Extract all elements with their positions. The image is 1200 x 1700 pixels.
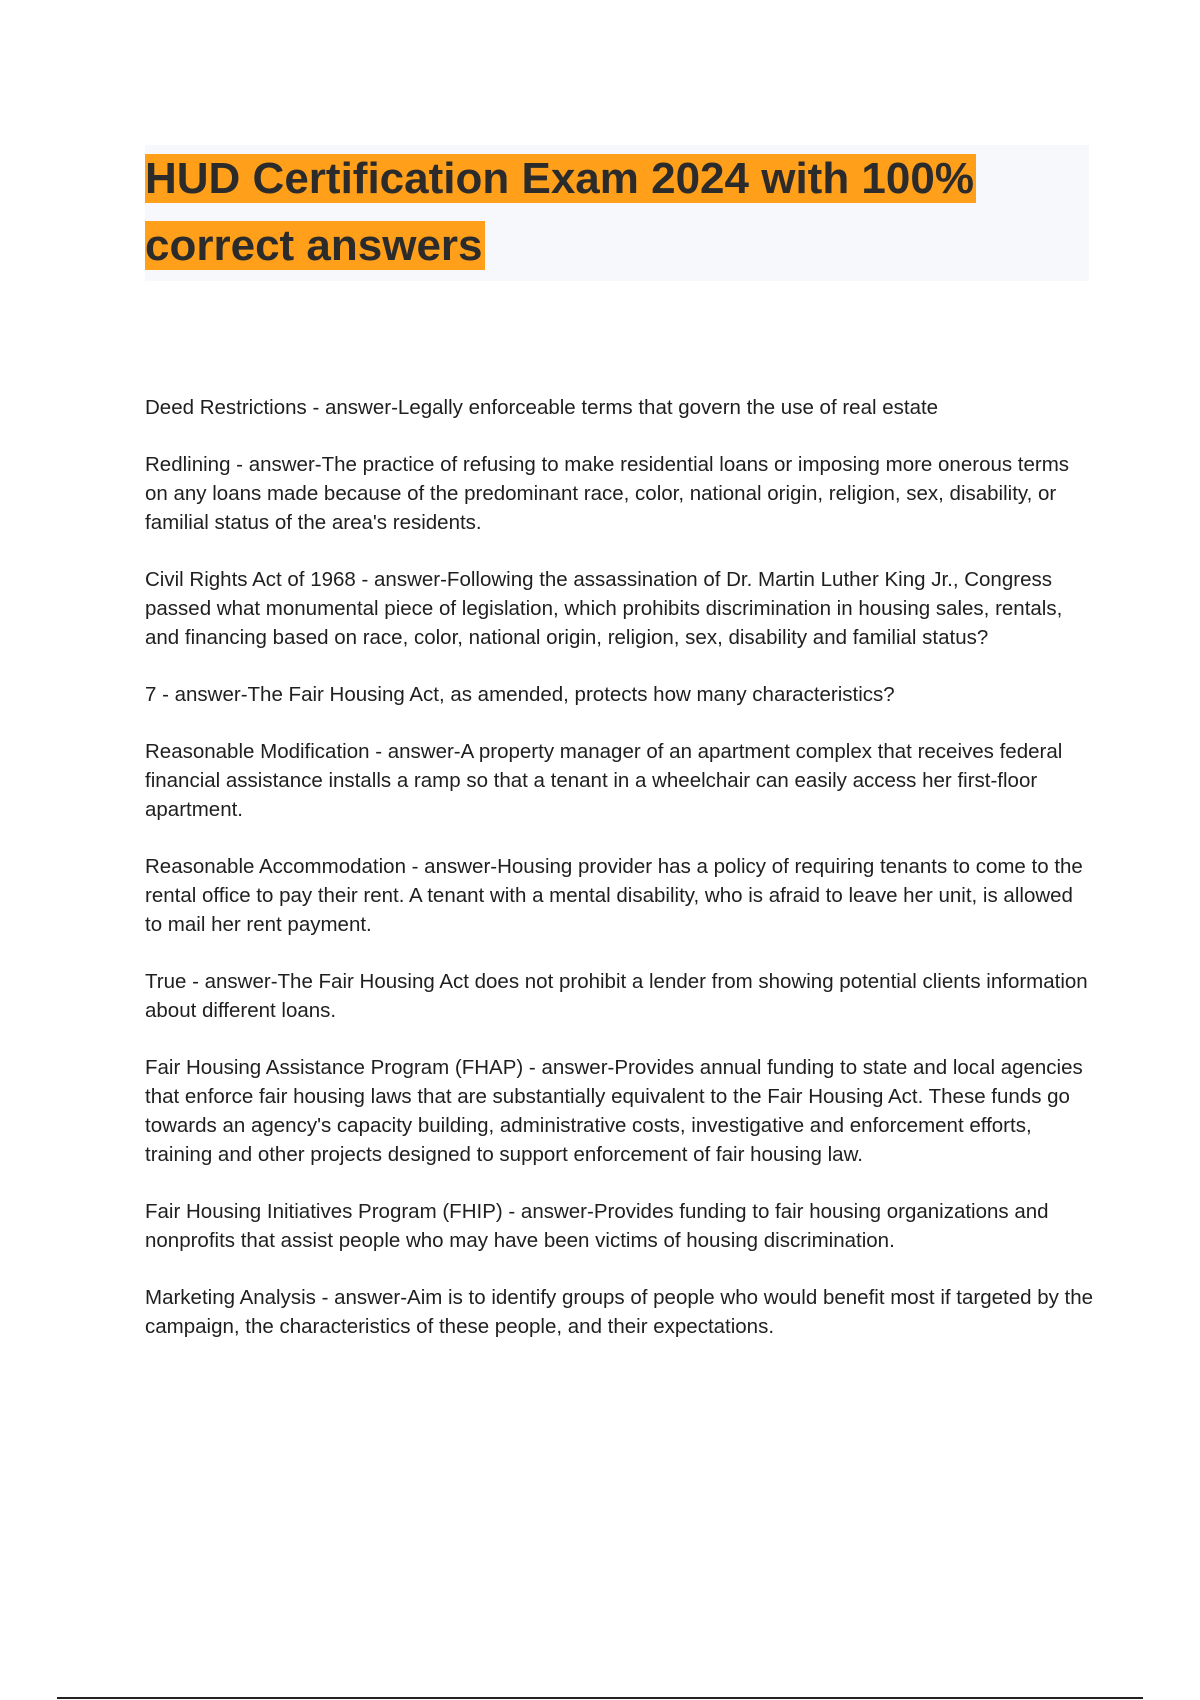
title-highlight: HUD Certification Exam 2024 with 100% correct answers: [145, 154, 974, 270]
qa-entry-civil-rights-act: Civil Rights Act of 1968 - answer-Following the assassination of Dr. Martin Luther King Jr., Congress passed what monumental piece of legislation, which prohibits discrimination in housing sales, rentals, and financing based on race, color, national origin, religion, sex, disability and familial status?: [145, 568, 1063, 649]
qa-entry-true: True - answer-The Fair Housing Act does not prohibit a lender from showing potential clients information about different loans.: [145, 970, 1088, 1022]
qa-entry-marketing-analysis: Marketing Analysis - answer-Aim is to identify groups of people who would benefit most if targeted by the campaign, the characteristics of these people, and their expectations.: [145, 1286, 1094, 1338]
qa-entry-seven: 7 - answer-The Fair Housing Act, as amended, protects how many characteristics?: [145, 683, 895, 706]
page-bottom-divider: [57, 1697, 1143, 1699]
qa-entry-fhap: Fair Housing Assistance Program (FHAP) - answer-Provides annual funding to state and local agencies that enforce fair housing laws that are substantially equivalent to the Fair Housing Act. These funds go towards an agency's capacity building, administrative costs, investigative and enforcement efforts, training and other projects designed to support enforcement of fair housing law.: [145, 1056, 1083, 1166]
page-title: [145, 145, 1045, 279]
qa-entry-fhip: Fair Housing Initiatives Program (FHIP) - answer-Provides funding to fair housing organizations and nonprofits that assist people who may have been victims of housing discrimination.: [145, 1200, 1049, 1252]
qa-list: [145, 393, 1095, 1369]
qa-entry-reasonable-accommodation: Reasonable Accommodation - answer-Housing provider has a policy of requiring tenants to come to the rental office to pay their rent. A tenant with a mental disability, who is afraid to leave her unit, is allowed to mail her rent payment.: [145, 855, 1083, 936]
qa-entry-redlining: Redlining - answer-The practice of refusing to make residential loans or imposing more onerous terms on any loans made because of the predominant race, color, national origin, religion, sex, disability, or familial status of the area's residents.: [145, 453, 1070, 534]
title-block: [145, 145, 1089, 281]
qa-entry-reasonable-modification: Reasonable Modification - answer-A property manager of an apartment complex that receives federal financial assistance installs a ramp so that a tenant in a wheelchair can easily access her first-floor apartment.: [145, 740, 1063, 821]
qa-entry-deed-restrictions: Deed Restrictions - answer-Legally enforceable terms that govern the use of real estate: [145, 396, 939, 419]
